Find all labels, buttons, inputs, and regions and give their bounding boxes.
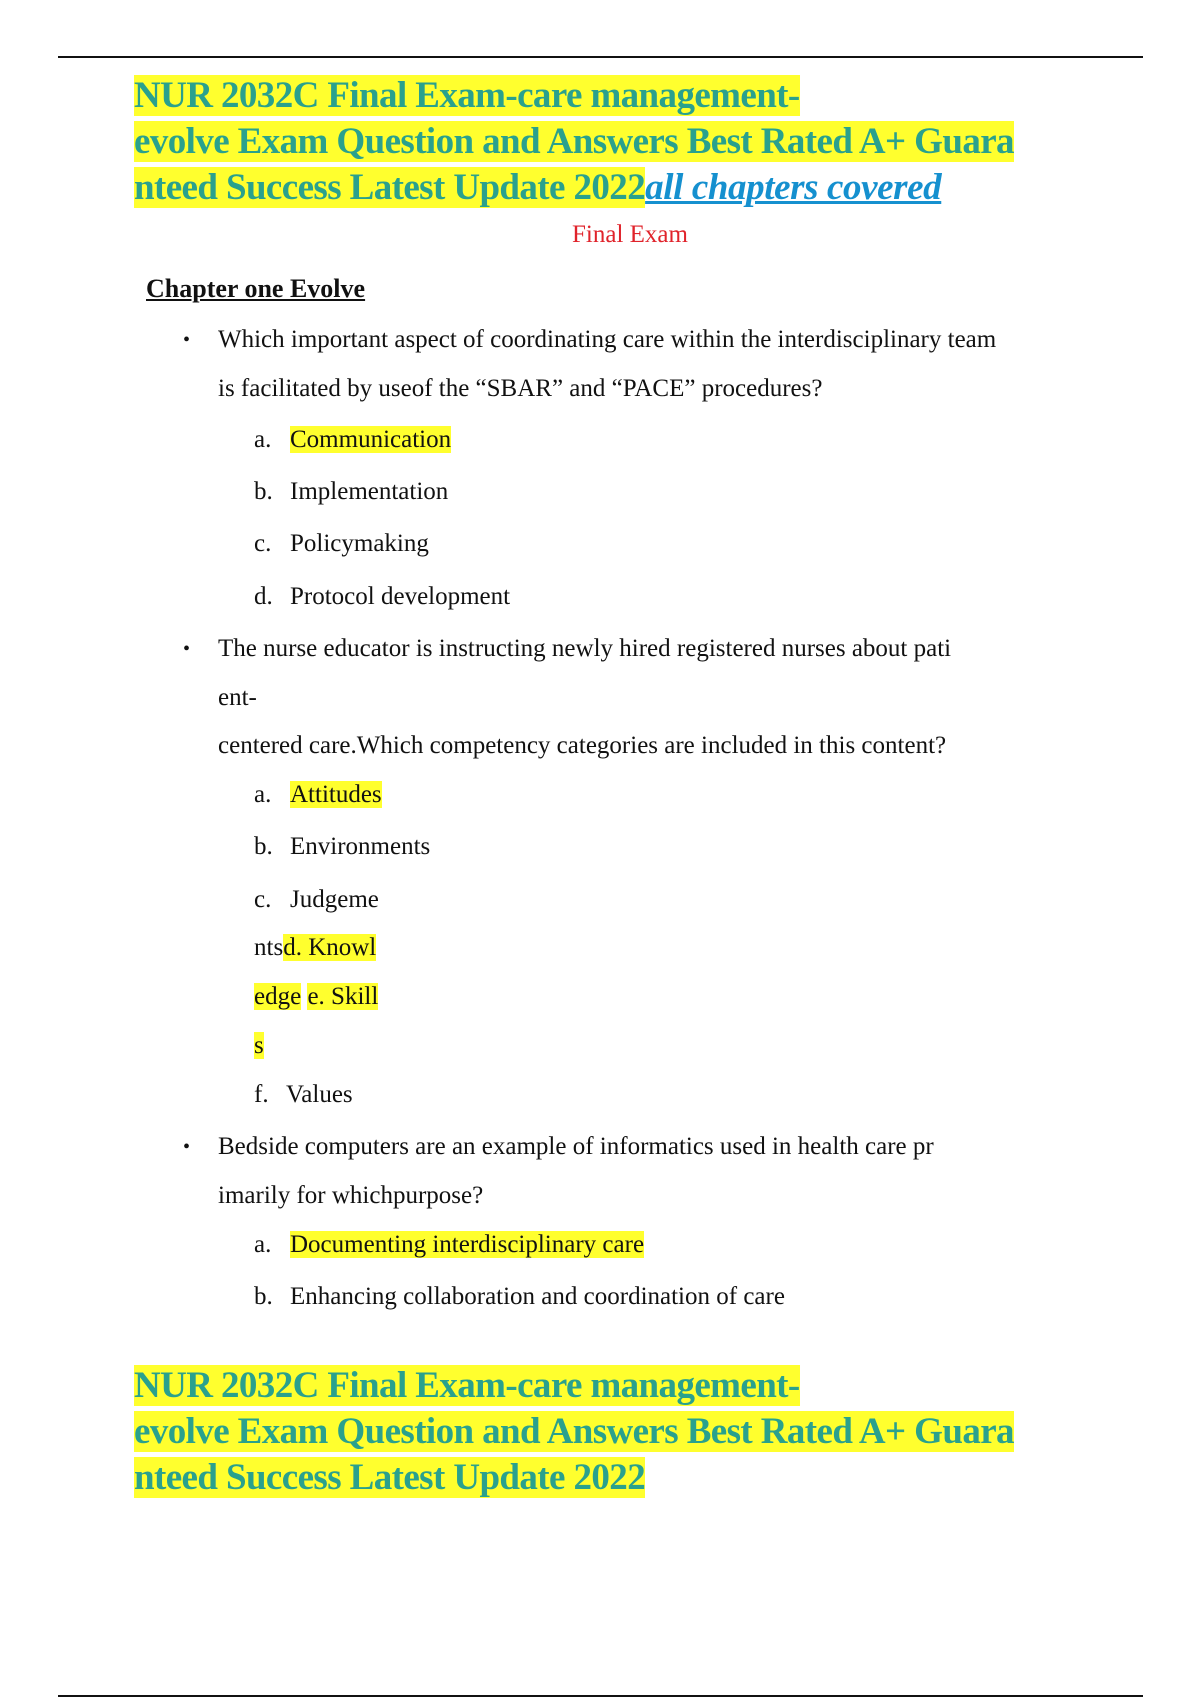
footer-title xyxy=(134,1363,1014,1501)
option-text: Attitudes xyxy=(290,781,382,808)
question-2-option-e-line[interactable] xyxy=(254,982,378,1012)
option-e-text-continued: s xyxy=(254,1032,264,1059)
option-text: Documenting interdisciplinary care xyxy=(290,1231,645,1258)
question-1-stem-line-2: is facilitated by useof the “SBAR” and “PACE” procedures? xyxy=(218,375,823,402)
question-1-stem-line-1: Which important aspect of coordinating care within the interdisciplinary team xyxy=(218,326,997,353)
question-3-stem-line-2: imarily for whichpurpose? xyxy=(218,1182,484,1209)
question-2-stem-line-3: centered care.Which competency categories are included in this content? xyxy=(218,732,947,759)
question-1-option-a[interactable] xyxy=(254,425,451,455)
all-chapters-link[interactable]: all chapters covered xyxy=(645,167,942,208)
title-line-2: evolve Exam Question and Answers Best Rated A+ Guara xyxy=(134,121,1014,162)
question-2-stem-line-1: The nurse educator is instructing newly hired registered nurses about pati xyxy=(218,635,952,662)
option-e-text: e. Skill xyxy=(307,983,379,1010)
document-title xyxy=(134,73,1014,211)
option-text: Implementation xyxy=(290,478,449,505)
option-letter: b. xyxy=(254,1283,273,1310)
bullet-icon: • xyxy=(183,638,191,660)
question-2-option-c[interactable] xyxy=(254,885,379,915)
option-letter: b. xyxy=(254,833,273,860)
option-letter: a. xyxy=(254,781,272,808)
option-text: Communication xyxy=(290,426,452,453)
option-d-text-continued: edge xyxy=(254,983,302,1010)
title-line-1: NUR 2032C Final Exam-care management- xyxy=(134,75,800,116)
question-2-option-b[interactable] xyxy=(254,832,430,862)
option-text: Enhancing collaboration and coordination of care xyxy=(290,1283,785,1310)
footer-title-line-2: evolve Exam Question and Answers Best Rated A+ Guara xyxy=(134,1411,1014,1452)
option-d-text: d. Knowl xyxy=(283,934,377,961)
top-rule xyxy=(58,56,1143,58)
bullet-icon: • xyxy=(183,329,191,351)
option-letter: a. xyxy=(254,426,272,453)
footer-title-line-1: NUR 2032C Final Exam-care management- xyxy=(134,1365,800,1406)
option-letter: c. xyxy=(254,530,272,557)
option-letter: f. xyxy=(254,1081,269,1108)
question-3-option-a[interactable] xyxy=(254,1230,644,1260)
title-line-3: nteed Success Latest Update 2022 xyxy=(134,167,646,208)
question-2-option-a[interactable] xyxy=(254,780,382,810)
option-text-continued: nts xyxy=(254,934,284,961)
question-2-option-d-line[interactable] xyxy=(254,933,376,963)
option-letter: b. xyxy=(254,478,273,505)
question-1-option-d[interactable] xyxy=(254,582,510,612)
option-text: Protocol development xyxy=(290,583,511,610)
bottom-rule xyxy=(58,1695,1143,1697)
question-2-stem-line-2: ent- xyxy=(218,684,257,711)
option-text: Judgeme xyxy=(290,886,379,913)
option-text: Values xyxy=(286,1081,353,1108)
question-1-option-c[interactable] xyxy=(254,529,429,559)
chapter-heading: Chapter one Evolve xyxy=(146,274,366,303)
option-text: Policymaking xyxy=(290,530,429,557)
option-letter: a. xyxy=(254,1231,272,1258)
question-3-option-b[interactable] xyxy=(254,1282,785,1312)
option-letter: d. xyxy=(254,583,273,610)
question-2-option-e-continued[interactable] xyxy=(254,1031,264,1061)
bullet-icon: • xyxy=(183,1136,191,1158)
question-3-stem-line-1: Bedside computers are an example of informatics used in health care pr xyxy=(218,1133,934,1160)
option-text: Environments xyxy=(290,833,431,860)
footer-title-line-3: nteed Success Latest Update 2022 xyxy=(134,1457,646,1498)
option-letter: c. xyxy=(254,886,272,913)
question-1-option-b[interactable] xyxy=(254,477,448,507)
question-2-option-f[interactable] xyxy=(254,1080,353,1110)
subtitle: Final Exam xyxy=(572,221,688,248)
